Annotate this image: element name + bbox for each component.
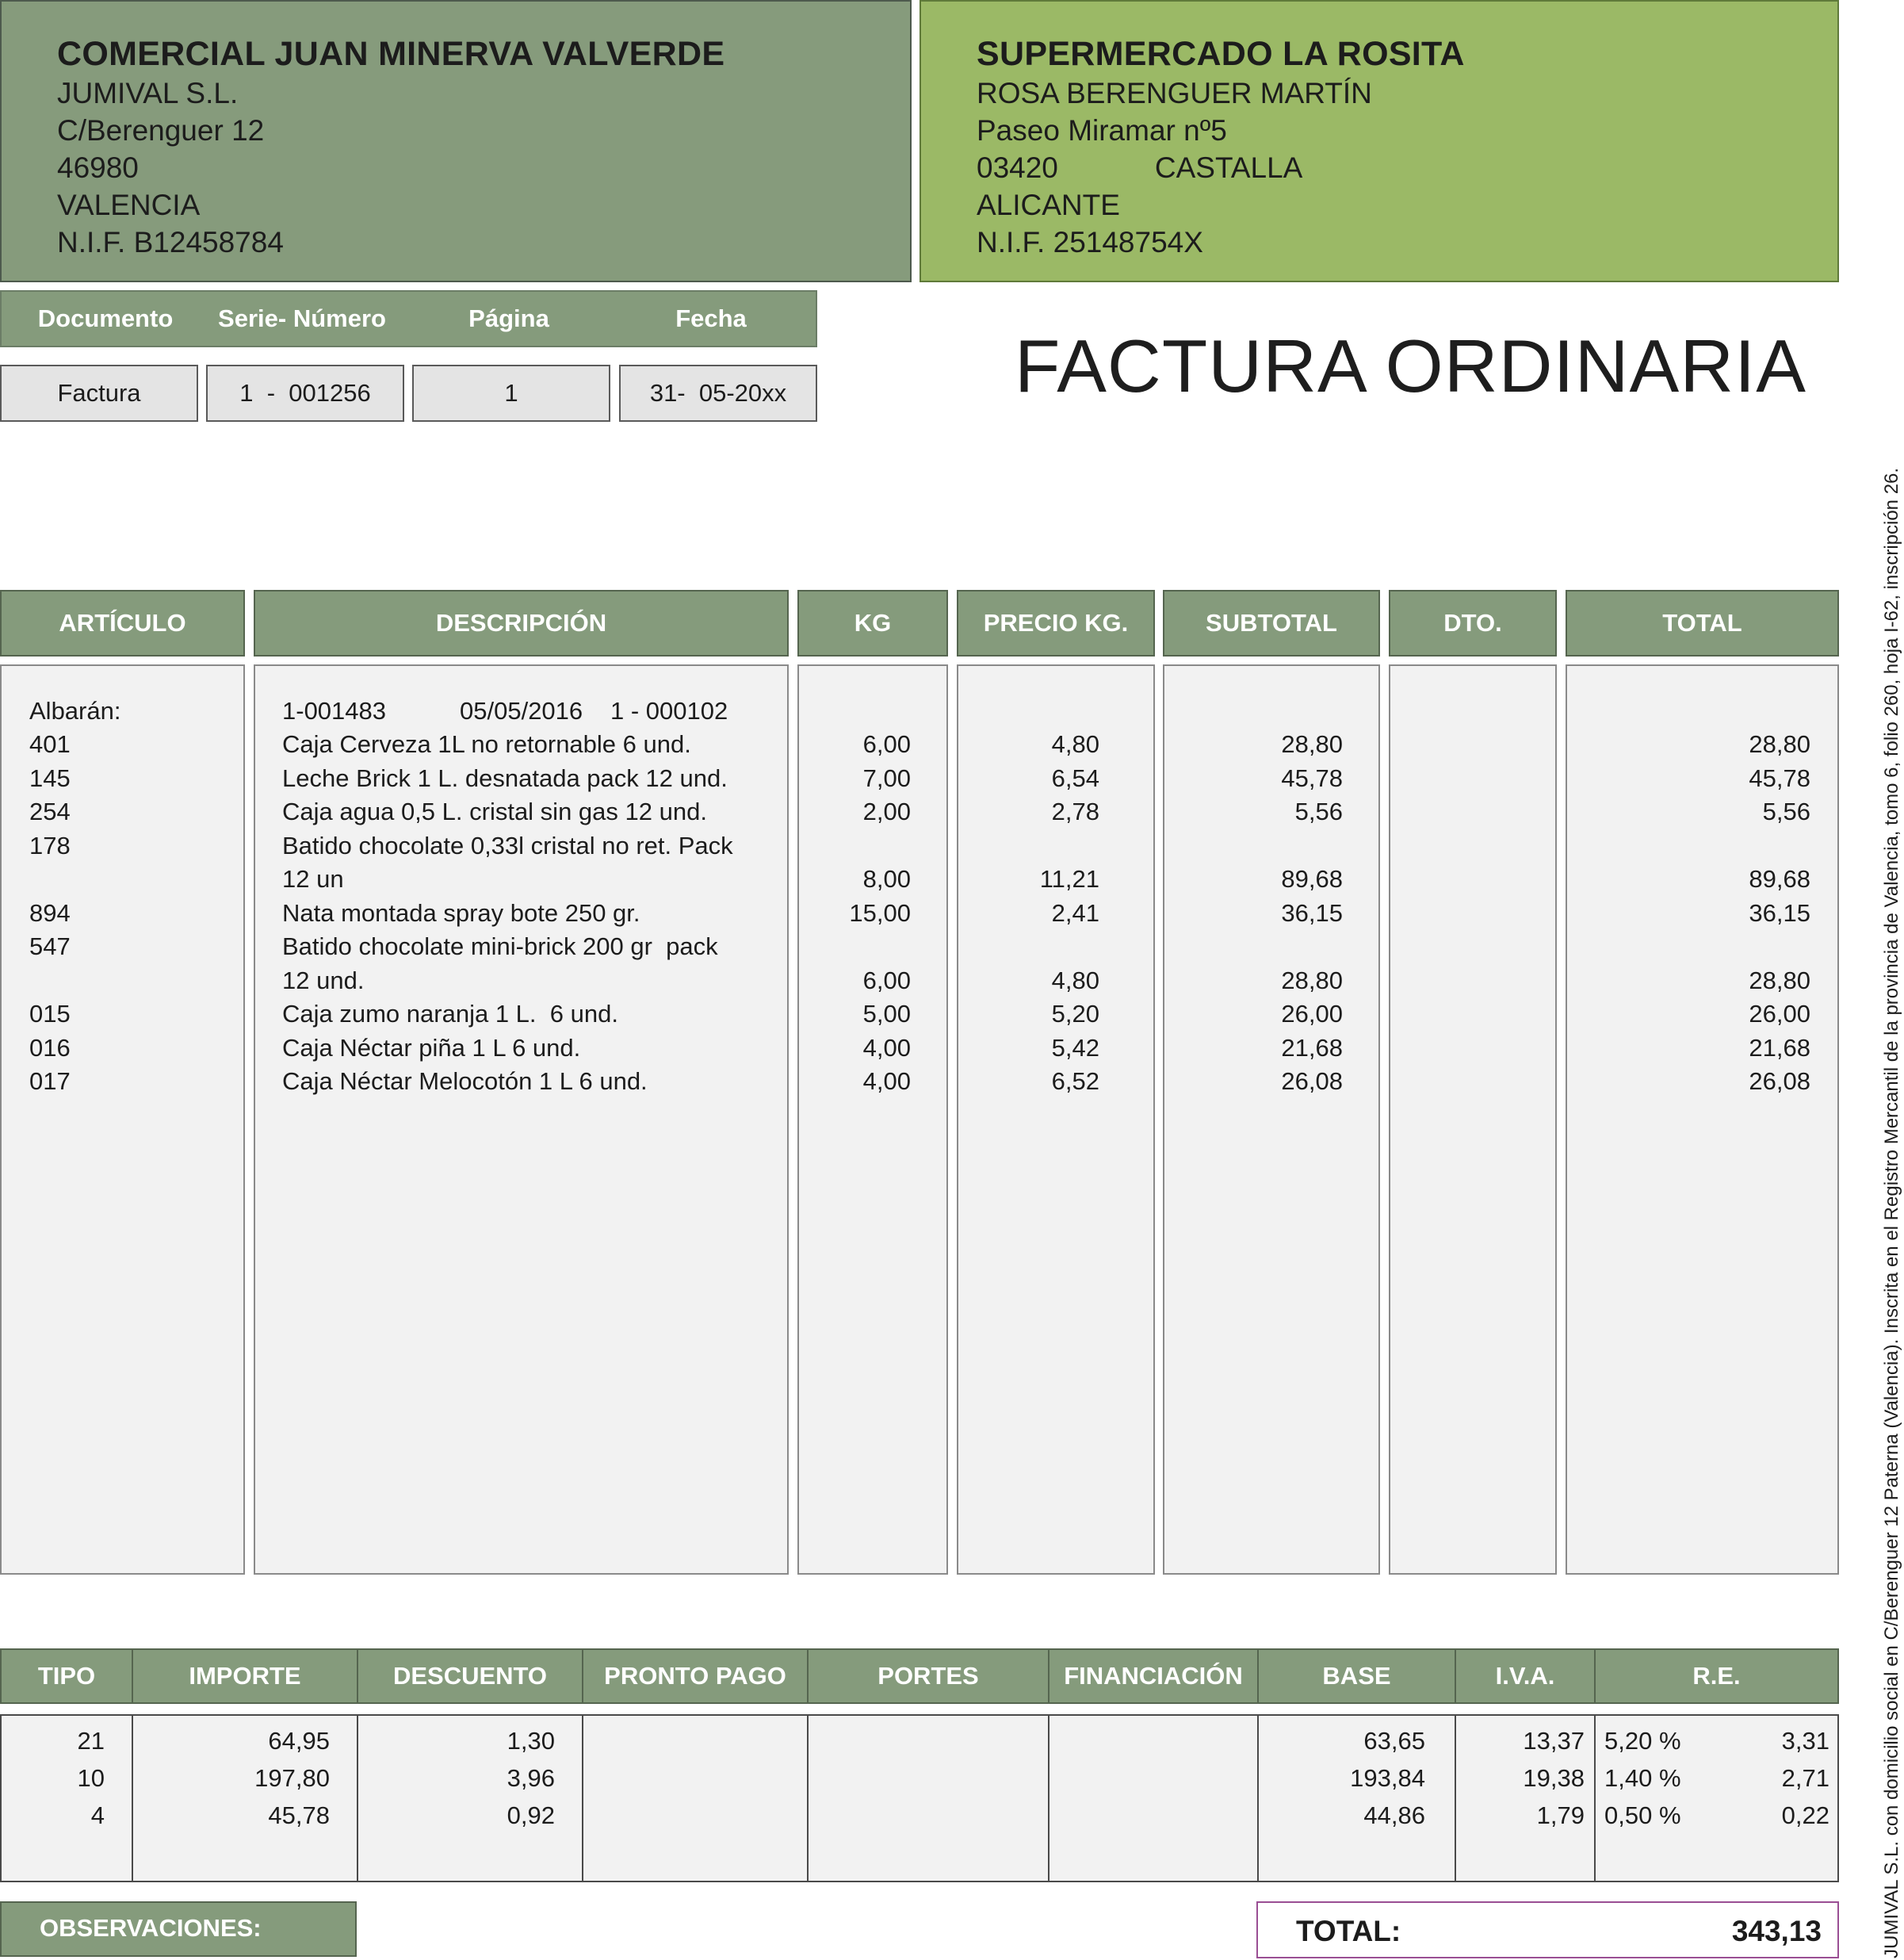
customer-street: Paseo Miramar nº5 xyxy=(977,114,1227,147)
document-header-bar xyxy=(0,290,817,347)
item-description-cont: 12 un xyxy=(282,865,344,893)
item-total: 5,56 xyxy=(1762,798,1810,825)
item-price: 4,80 xyxy=(1051,966,1099,994)
item-total: 36,15 xyxy=(1749,898,1810,927)
item-description: Caja agua 0,5 L. cristal sin gas 12 und. xyxy=(282,798,707,825)
header-precio-kg: PRECIO KG. xyxy=(957,590,1155,657)
item-code: 015 xyxy=(29,1000,71,1028)
label-documento: Documento xyxy=(37,304,174,332)
value-fecha: 31- 05-20xx xyxy=(619,365,817,422)
tax-tipo: 21 xyxy=(77,1727,105,1755)
item-total: 28,80 xyxy=(1749,730,1810,758)
tax-descuento: 3,96 xyxy=(507,1764,555,1792)
item-description: Nata montada spray bote 250 gr. xyxy=(282,898,640,927)
item-subtotal: 36,15 xyxy=(1281,898,1343,927)
item-description: Caja zumo naranja 1 L. 6 und. xyxy=(282,1000,618,1028)
label-pagina: Página xyxy=(468,304,549,332)
tax-re-percent: 5,20 % xyxy=(1604,1727,1681,1755)
issuer-name: COMERCIAL JUAN MINERVA VALVERDE xyxy=(57,35,725,73)
tax-importe: 45,78 xyxy=(268,1801,330,1829)
issuer-nif: N.I.F. B12458784 xyxy=(57,226,284,258)
tax-header-financiacion: FINANCIACIÓN xyxy=(1048,1648,1259,1704)
tax-header-importe: IMPORTE xyxy=(132,1648,358,1704)
item-price: 5,42 xyxy=(1051,1033,1099,1062)
item-subtotal: 21,68 xyxy=(1281,1033,1343,1062)
header-kg: KG xyxy=(797,590,948,657)
item-total: 89,68 xyxy=(1749,865,1810,893)
item-kg: 6,00 xyxy=(862,730,911,758)
item-price: 2,41 xyxy=(1051,898,1099,927)
total-box xyxy=(1256,1901,1839,1958)
customer-contact: ROSA BERENGUER MARTÍN xyxy=(977,77,1372,109)
item-price: 4,80 xyxy=(1051,730,1099,758)
tax-re: 2,71 xyxy=(1781,1764,1829,1792)
tax-col-financiacion xyxy=(1048,1714,1259,1882)
item-code: 254 xyxy=(29,798,71,825)
item-subtotal: 26,08 xyxy=(1281,1067,1343,1095)
label-serie: Serie- xyxy=(218,304,287,332)
label-fecha: Fecha xyxy=(675,304,747,332)
albaran-date: 05/05/2016 xyxy=(460,697,583,725)
tax-descuento: 1,30 xyxy=(507,1727,555,1755)
header-subtotal: SUBTOTAL xyxy=(1163,590,1380,657)
item-code: 894 xyxy=(29,898,71,927)
item-description: Batido chocolate 0,33l cristal no ret. Pack xyxy=(282,831,733,859)
tax-iva: 1,79 xyxy=(1536,1801,1585,1829)
item-code: 178 xyxy=(29,831,71,859)
invoice-title: FACTURA ORDINARIA xyxy=(1015,324,1807,408)
item-price: 6,52 xyxy=(1051,1067,1099,1095)
item-kg: 4,00 xyxy=(862,1067,911,1095)
tax-header-base: BASE xyxy=(1257,1648,1456,1704)
header-total: TOTAL xyxy=(1566,590,1839,657)
item-kg: 8,00 xyxy=(862,865,911,893)
issuer-street: C/Berenguer 12 xyxy=(57,114,265,147)
item-price: 2,78 xyxy=(1051,798,1099,825)
item-description: Caja Cerveza 1L no retornable 6 und. xyxy=(282,730,691,758)
tax-re: 0,22 xyxy=(1781,1801,1829,1829)
tax-re: 3,31 xyxy=(1781,1727,1829,1755)
item-total: 45,78 xyxy=(1749,764,1810,792)
tax-base: 44,86 xyxy=(1363,1801,1425,1829)
item-price: 11,21 xyxy=(1039,865,1099,893)
header-descripcion: DESCRIPCIÓN xyxy=(254,590,789,657)
value-serie-numero: 1 - 001256 xyxy=(206,365,404,422)
observations-label: OBSERVACIONES: xyxy=(0,1901,357,1957)
header-articulo: ARTÍCULO xyxy=(0,590,245,657)
tax-header-iva: I.V.A. xyxy=(1455,1648,1596,1704)
tax-base: 193,84 xyxy=(1350,1764,1425,1792)
customer-name: SUPERMERCADO LA ROSITA xyxy=(977,35,1465,73)
tax-re-percent: 1,40 % xyxy=(1604,1764,1681,1792)
tax-tipo: 4 xyxy=(90,1801,105,1829)
item-subtotal: 28,80 xyxy=(1281,966,1343,994)
legal-note: JUMIVAL S.L. con domicilio social en C/Berenguer 12 Paterna (Valencia). Inscrita en el Registro Mercantil de la provincia de Valencia, tomo 6, folio 260, hoja I-62, inscripción 26. xyxy=(1881,467,1902,1958)
tax-importe: 64,95 xyxy=(268,1727,330,1755)
tax-col-portes xyxy=(807,1714,1049,1882)
tax-descuento: 0,92 xyxy=(507,1801,555,1829)
item-total: 21,68 xyxy=(1749,1033,1810,1062)
item-kg: 7,00 xyxy=(862,764,911,792)
item-code: 401 xyxy=(29,730,71,758)
customer-box xyxy=(920,0,1839,282)
item-subtotal: 28,80 xyxy=(1281,730,1343,758)
albaran-ref: 1 - 000102 xyxy=(610,697,728,725)
issuer-postcode: 46980 xyxy=(57,151,139,184)
total-label: TOTAL: xyxy=(1296,1915,1401,1947)
tax-col-pronto-pago xyxy=(582,1714,809,1882)
item-kg: 5,00 xyxy=(862,1000,911,1028)
tax-header-tipo: TIPO xyxy=(0,1648,133,1704)
issuer-box xyxy=(0,0,912,282)
item-kg: 2,00 xyxy=(862,798,911,825)
customer-province: ALICANTE xyxy=(977,189,1120,221)
tax-base: 63,65 xyxy=(1363,1727,1425,1755)
value-documento: Factura xyxy=(0,365,198,422)
item-description: Leche Brick 1 L. desnatada pack 12 und. xyxy=(282,764,728,792)
item-kg: 4,00 xyxy=(862,1033,911,1062)
tax-tipo: 10 xyxy=(77,1764,105,1792)
tax-header-re: R.E. xyxy=(1594,1648,1839,1704)
albaran-number: 1-001483 xyxy=(282,697,387,725)
item-price: 6,54 xyxy=(1051,764,1099,792)
item-code: 145 xyxy=(29,764,71,792)
issuer-city: VALENCIA xyxy=(57,189,201,221)
tax-header-portes: PORTES xyxy=(807,1648,1049,1704)
item-kg: 6,00 xyxy=(862,966,911,994)
item-code: 547 xyxy=(29,932,71,960)
item-description-cont: 12 und. xyxy=(282,966,365,994)
item-code: 017 xyxy=(29,1067,71,1095)
tax-iva: 19,38 xyxy=(1523,1764,1585,1792)
customer-town: CASTALLA xyxy=(1154,151,1303,184)
tax-importe: 197,80 xyxy=(254,1764,330,1792)
item-code: 016 xyxy=(29,1033,71,1062)
item-kg: 15,00 xyxy=(849,898,911,927)
issuer-company: JUMIVAL S.L. xyxy=(57,77,239,109)
tax-re-percent: 0,50 % xyxy=(1604,1801,1681,1829)
total-value: 343,13 xyxy=(1731,1915,1822,1947)
tax-header-descuento: DESCUENTO xyxy=(357,1648,583,1704)
label-serie-numero xyxy=(209,292,395,346)
col-dto xyxy=(1389,664,1557,1575)
label-numero: Número xyxy=(292,304,386,332)
tax-header-pronto-pago: PRONTO PAGO xyxy=(582,1648,809,1704)
customer-postcode: 03420 xyxy=(977,151,1058,184)
header-dto: DTO. xyxy=(1389,590,1557,657)
item-description: Caja Néctar Melocotón 1 L 6 und. xyxy=(282,1067,648,1095)
item-price: 5,20 xyxy=(1051,1000,1099,1028)
item-subtotal: 26,00 xyxy=(1281,1000,1343,1028)
customer-nif: N.I.F. 25148754X xyxy=(977,226,1203,258)
albaran-label: Albarán: xyxy=(29,697,121,725)
item-subtotal: 89,68 xyxy=(1281,865,1343,893)
item-total: 26,00 xyxy=(1749,1000,1810,1028)
item-description: Batido chocolate mini-brick 200 gr pack xyxy=(282,932,718,960)
item-description: Caja Néctar piña 1 L 6 und. xyxy=(282,1033,581,1062)
tax-iva: 13,37 xyxy=(1523,1727,1585,1755)
value-pagina: 1 xyxy=(412,365,610,422)
item-subtotal: 45,78 xyxy=(1281,764,1343,792)
item-total: 28,80 xyxy=(1749,966,1810,994)
customer-postcode-town xyxy=(977,149,1837,186)
item-subtotal: 5,56 xyxy=(1294,798,1343,825)
item-total: 26,08 xyxy=(1749,1067,1810,1095)
